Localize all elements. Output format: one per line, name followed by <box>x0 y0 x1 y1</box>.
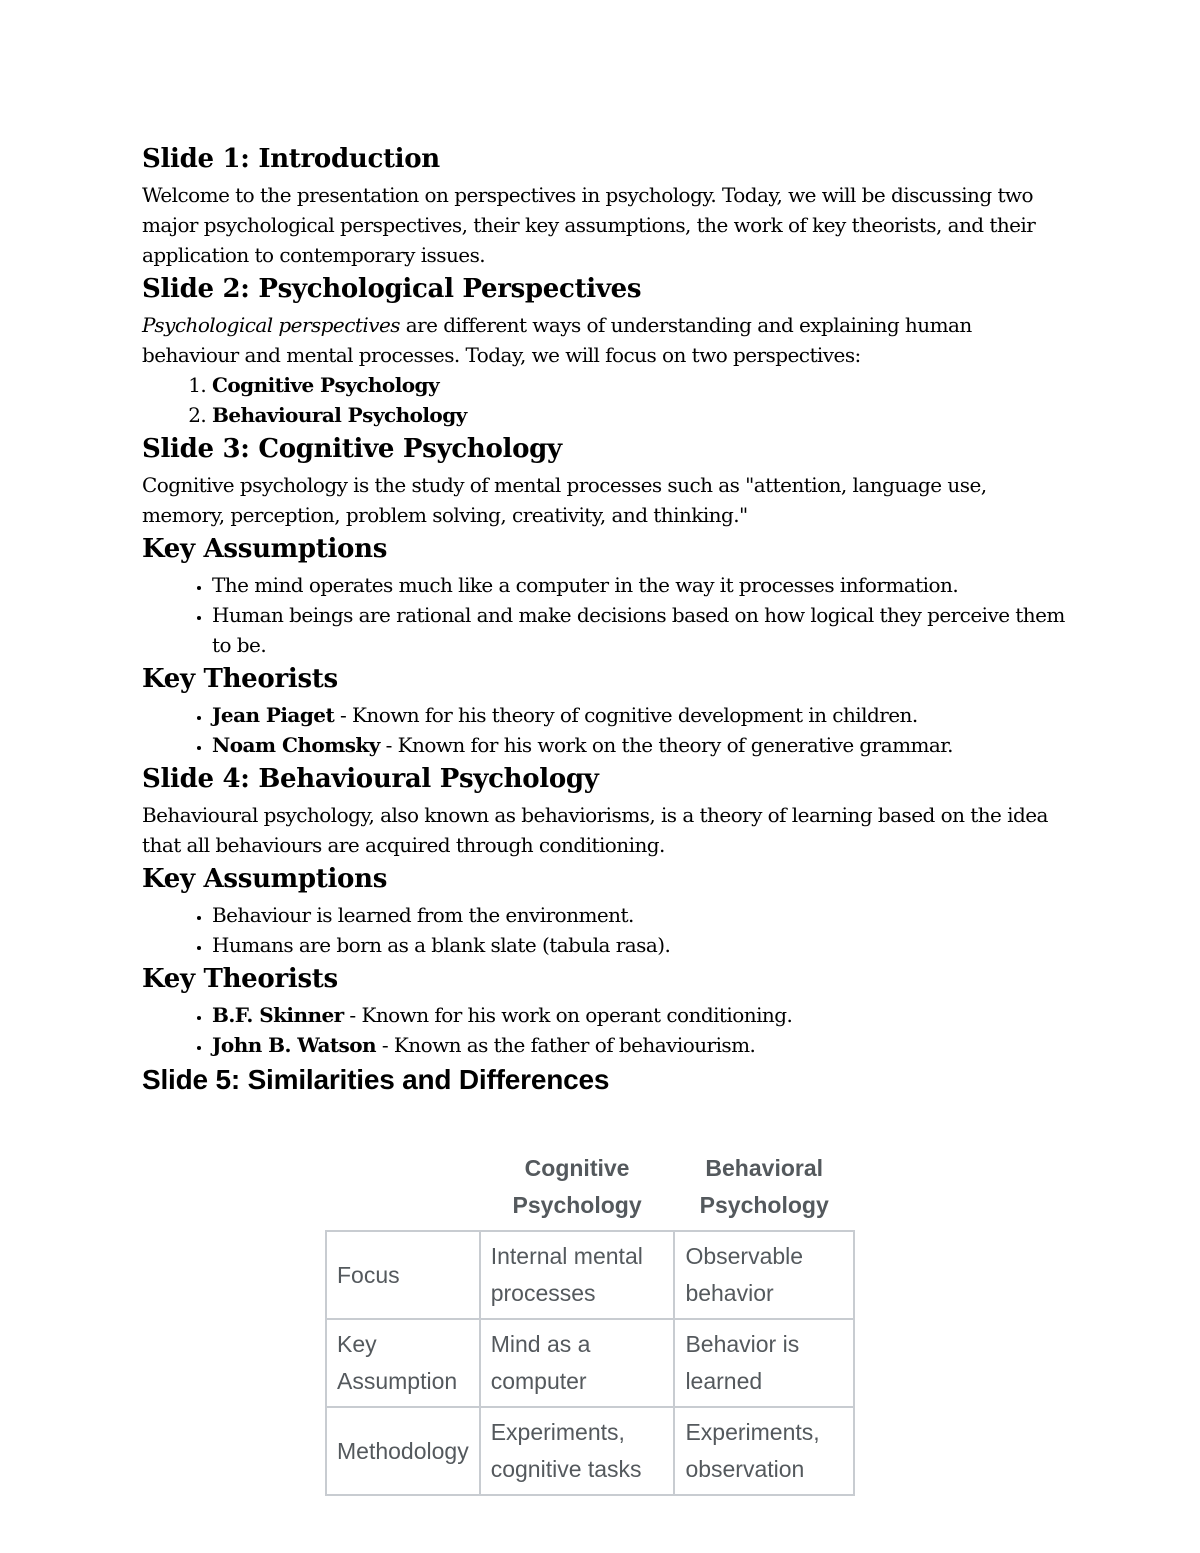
slide1-heading: Slide 1: Introduction <box>142 144 440 174</box>
list-item <box>212 1000 1072 1030</box>
slide4-assumptions-list <box>142 900 1072 960</box>
slide3-theorists-heading: Key Theorists <box>142 664 338 694</box>
slide2-paragraph <box>142 310 1072 370</box>
theorist-name: Noam Chomsky <box>212 733 380 757</box>
list-item: 2. Behavioural Psychology <box>212 400 1072 430</box>
slide3-theorists-list <box>142 700 1072 760</box>
table-header-cell: Cognitive Psychology <box>512 1155 642 1218</box>
table-header-cell: Behavioral Psychology <box>699 1155 829 1218</box>
slide4-assumptions-heading: Key Assumptions <box>142 864 388 894</box>
theorist-desc: - Known for his theory of cognitive development in children. <box>334 703 918 727</box>
document-body <box>142 142 1072 1098</box>
list-item: • The mind operates much like a computer in the way it processes information. <box>212 570 1072 600</box>
table-cell: Focus <box>326 1231 480 1319</box>
theorist-name: Jean Piaget <box>212 703 335 727</box>
slide3-assumptions-heading: Key Assumptions <box>142 534 388 564</box>
comparison-table-wrap <box>325 1150 855 1496</box>
table-row <box>326 1231 854 1319</box>
theorist-desc: - Known for his work on operant conditioning. <box>343 1003 793 1027</box>
table-cell: Behavior is learned <box>674 1319 854 1407</box>
list-item <box>212 1030 1072 1060</box>
slide4-theorists-list <box>142 1000 1072 1060</box>
slide2-italic-term: Psychological perspectives <box>142 313 400 337</box>
table-row <box>326 1407 854 1495</box>
list-item <box>212 700 1072 730</box>
table-cell: Experiments, cognitive tasks <box>480 1407 675 1495</box>
slide3-paragraph: Cognitive psychology is the study of mental processes such as "attention, language use, memory, perception, problem solving, creativity, and thinking." <box>142 473 987 527</box>
list-item: • Humans are born as a blank slate (tabula rasa). <box>212 930 1072 960</box>
table-cell: Internal mental processes <box>480 1231 675 1319</box>
theorist-name: B.F. Skinner <box>212 1003 344 1027</box>
list-item: • Behaviour is learned from the environment. <box>212 900 1072 930</box>
slide2-paragraph-rest: are different ways of understanding and explaining human behaviour and mental processes. Today, we will focus on two perspectives: <box>142 313 972 367</box>
list-item: 1. Cognitive Psychology <box>212 370 1072 400</box>
slide3-heading: Slide 3: Cognitive Psychology <box>142 434 562 464</box>
list-item: • Human beings are rational and make decisions based on how logical they perceive them to be. <box>212 600 1072 660</box>
table-row <box>326 1319 854 1407</box>
theorist-desc: - Known for his work on the theory of generative grammar. <box>379 733 953 757</box>
slide4-heading: Slide 4: Behavioural Psychology <box>142 764 599 794</box>
slide1-paragraph: Welcome to the presentation on perspectives in psychology. Today, we will be discussing two major psychological perspectives, their key assumptions, the work of key theorists, and their application to contemporary issues. <box>142 183 1036 267</box>
table-cell: Observable behavior <box>674 1231 854 1319</box>
table-cell: Methodology <box>326 1407 480 1495</box>
slide4-paragraph: Behavioural psychology, also known as behaviorisms, is a theory of learning based on the idea that all behaviours are acquired through conditioning. <box>142 803 1048 857</box>
theorist-name: John B. Watson <box>212 1033 377 1057</box>
table-header-row <box>326 1150 854 1231</box>
comparison-table <box>325 1150 855 1496</box>
slide3-assumptions-list <box>142 570 1072 660</box>
table-cell: Experiments, observation <box>674 1407 854 1495</box>
perspectives-list <box>142 370 1072 430</box>
table-cell: Mind as a computer <box>480 1319 675 1407</box>
table-header-cell <box>326 1150 480 1231</box>
slide4-theorists-heading: Key Theorists <box>142 964 338 994</box>
theorist-desc: - Known as the father of behaviourism. <box>376 1033 756 1057</box>
list-item <box>212 730 1072 760</box>
slide2-heading: Slide 2: Psychological Perspectives <box>142 274 642 304</box>
table-cell: Key Assumption <box>326 1319 480 1407</box>
slide5-heading: Slide 5: Similarities and Differences <box>142 1064 610 1095</box>
